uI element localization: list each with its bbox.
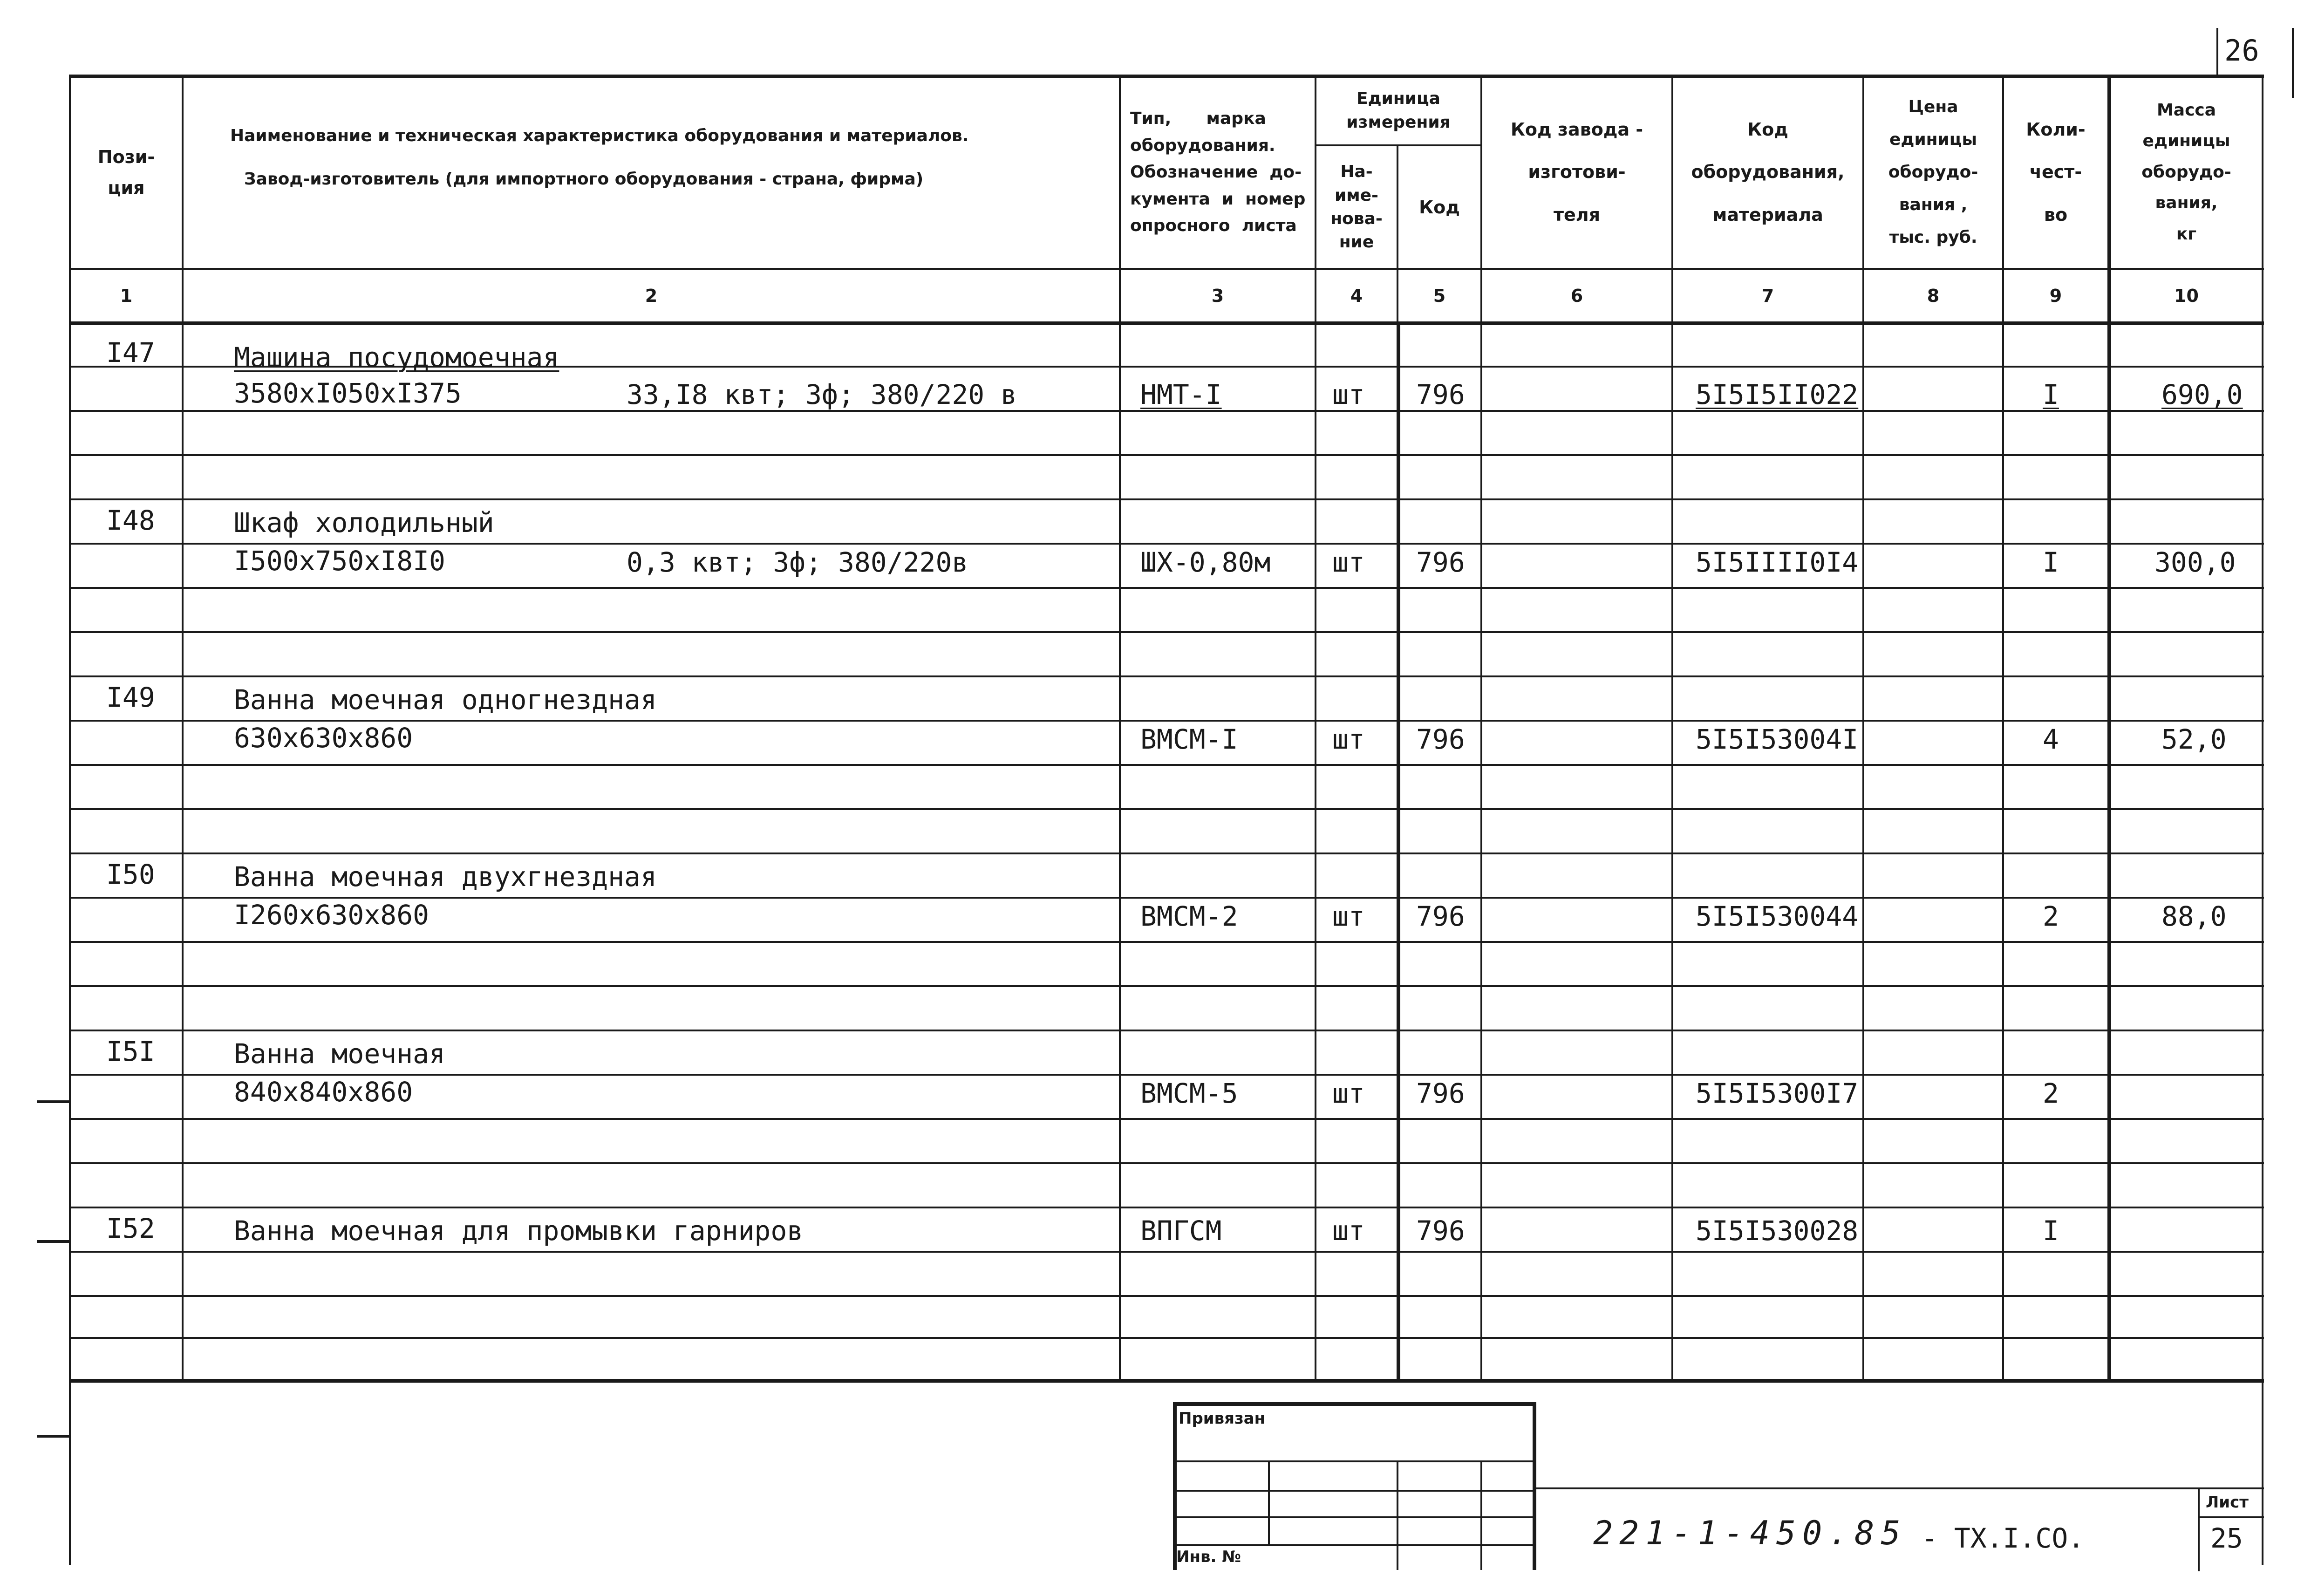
item-quantity: 2 [2043, 900, 2059, 932]
bound-label: Привязан [1179, 1409, 1266, 1428]
document-number: 221-1-450.85 [1593, 1514, 1907, 1552]
column-number: 1 [120, 286, 133, 306]
item-unit-code: 796 [1416, 1078, 1465, 1109]
item-spec: 33,I8 квт; 3ф; 380/220 в [627, 379, 1017, 410]
item-unit-code: 796 [1416, 379, 1465, 410]
item-spec: 0,3 квт; 3ф; 380/220в [627, 546, 968, 578]
header-unit-name: На- име- нова- ние [1330, 162, 1383, 252]
item-unit-code: 796 [1416, 723, 1465, 755]
item-unit-code: 796 [1416, 1215, 1465, 1247]
item-type: ШХ-0,80м [1140, 546, 1271, 578]
header-name-line1: Наименование и техническая характеристика оборудования и материалов. [230, 126, 969, 145]
item-code: 5I5I5II022 [1696, 379, 1859, 410]
item-dimensions: 3580xI050xI375 [234, 377, 462, 409]
item-dimensions: I500x750xI8I0 [234, 545, 445, 577]
item-name: Шкаф холодильный [234, 507, 494, 539]
column-number: 3 [1211, 286, 1224, 306]
column-number: 5 [1433, 286, 1446, 306]
column-number: 6 [1570, 286, 1583, 306]
header-position: Пози- ция [97, 146, 155, 198]
item-name: Машина посудомоечная [234, 341, 559, 373]
item-quantity: 2 [2043, 1078, 2059, 1109]
item-type: ВМСМ-5 [1140, 1078, 1238, 1109]
item-type: НМТ-I [1140, 379, 1222, 410]
header-factory-code: Код завода - изготови- теля [1510, 119, 1643, 225]
item-position: I49 [106, 682, 155, 713]
item-type: ВПГСМ [1140, 1215, 1222, 1247]
sheet-label: Лист [2206, 1493, 2249, 1512]
item-code: 5I5I530044 [1696, 900, 1859, 932]
inventory-number-label: Инв. № [1176, 1548, 1241, 1566]
column-number: 4 [1350, 286, 1363, 306]
item-quantity: 4 [2043, 723, 2059, 755]
item-unit: шт [1332, 546, 1365, 578]
column-number: 2 [645, 286, 658, 306]
item-code: 5I5I53004I [1696, 723, 1859, 755]
column-number: 8 [1927, 286, 1940, 306]
item-unit: шт [1332, 1215, 1365, 1247]
item-position: I48 [106, 505, 155, 536]
header-price: Цена единицы оборудо- вания , тыс. руб. [1888, 97, 1978, 247]
header-type: Тип, марка оборудования. Обозначение до- кумента и номер опросного листа [1130, 109, 1306, 236]
column-number: 9 [2049, 286, 2062, 306]
item-code: 5I5I5300I7 [1696, 1078, 1859, 1109]
item-type: ВМСМ-2 [1140, 900, 1238, 932]
header-quantity: Коли- чест- во [2026, 119, 2086, 225]
item-code: 5I5IIII0I4 [1696, 546, 1859, 578]
item-position: I5I [106, 1036, 155, 1067]
item-unit: шт [1332, 379, 1365, 410]
item-mass: 690,0 [2161, 379, 2243, 410]
item-type: ВМСМ-I [1140, 723, 1238, 755]
item-unit: шт [1332, 1078, 1365, 1109]
item-dimensions: 630x630x860 [234, 722, 413, 754]
item-name: Ванна моечная для промывки гарниров [234, 1215, 804, 1247]
item-mass: 52,0 [2161, 723, 2227, 755]
header-unit-code: Код [1419, 197, 1460, 218]
item-name: Ванна моечная одногнездная [234, 684, 657, 716]
header-equipment-code: Код оборудования, материала [1691, 119, 1845, 225]
item-mass: 300,0 [2154, 546, 2236, 578]
header-name-line2: Завод-изготовитель (для импортного оборудования - страна, фирма) [244, 170, 924, 189]
item-name: Ванна моечная [234, 1038, 445, 1070]
item-quantity: I [2043, 1215, 2059, 1247]
item-name: Ванна моечная двухгнездная [234, 861, 657, 893]
column-number: 7 [1761, 286, 1774, 306]
item-unit: шт [1332, 900, 1365, 932]
item-unit: шт [1332, 723, 1365, 755]
item-unit-code: 796 [1416, 546, 1465, 578]
document-suffix: - ТХ.I.СО. [1922, 1522, 2085, 1554]
item-position: I50 [106, 859, 155, 890]
item-dimensions: 840x840x860 [234, 1076, 413, 1108]
item-mass: 88,0 [2161, 900, 2227, 932]
column-number: 10 [2174, 286, 2199, 306]
item-code: 5I5I530028 [1696, 1215, 1859, 1247]
page-number-top: 26 [2224, 34, 2259, 68]
item-unit-code: 796 [1416, 900, 1465, 932]
item-dimensions: I260x630x860 [234, 899, 429, 931]
item-quantity: I [2043, 546, 2059, 578]
item-position: I52 [106, 1213, 155, 1244]
sheet-number: 25 [2210, 1522, 2243, 1554]
item-quantity: I [2043, 379, 2059, 410]
header-name [184, 77, 1119, 268]
header-mass: Масса единицы оборудо- вания, кг [2141, 100, 2231, 244]
header-unit-group: Единица измерения [1346, 89, 1451, 132]
item-position: I47 [106, 337, 155, 368]
